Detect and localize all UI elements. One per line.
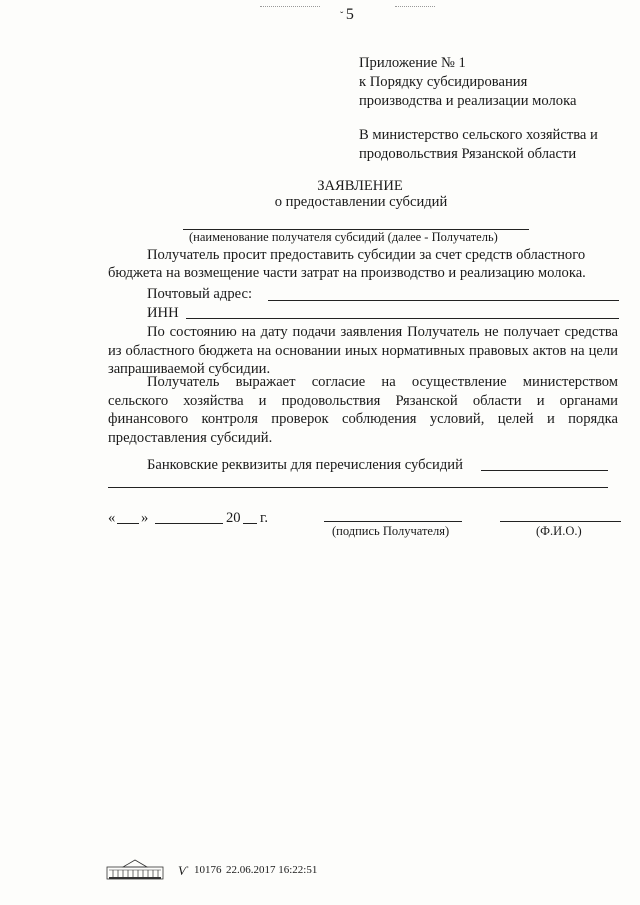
bank-details-line-1 — [481, 470, 608, 471]
government-building-stamp-icon — [105, 858, 165, 882]
scan-artifact — [260, 6, 320, 7]
page-number: ˇ 5 — [340, 6, 354, 23]
footer-doc-number: 10176 — [194, 864, 222, 876]
footer-timestamp: 22.06.2017 16:22:51 — [226, 864, 318, 876]
name-line — [500, 521, 621, 522]
document-title: ЗАЯВЛЕНИЕ — [317, 178, 403, 194]
statement-paragraph: По состоянию на дату подачи заявления Получатель не получает средства из областного бюджета на основании иных нормативных правовых актов на цели запрашиваемой субсидии. — [108, 324, 618, 377]
request-line-1: Получатель просит предоставить субсидии за счет средств областного — [147, 247, 586, 263]
postal-address-line — [268, 300, 619, 301]
addressee-line-1: В министерство сельского хозяйства и — [359, 127, 598, 143]
addressee-line-2: продовольствия Рязанской области — [359, 146, 577, 162]
signature-caption: (подпись Получателя) — [332, 524, 450, 538]
date-open-quote: « — [108, 510, 116, 526]
consent-paragraph: Получатель выражает согласие на осуществление министерством сельского хозяйства и продовольствия Рязанской области и органами финансового контроля проверок соблюдения условий, целей и порядка предоставления субсидий. — [108, 374, 618, 446]
date-year-suffix: г. — [260, 510, 268, 526]
scan-artifact — [395, 6, 435, 7]
bank-details-line-2 — [108, 487, 608, 488]
appendix-line-1: Приложение № 1 — [359, 55, 466, 71]
request-line-2: бюджета на возмещение части затрат на производство и реализацию молока. — [108, 265, 586, 281]
date-close-quote: » — [141, 510, 149, 526]
inn-label: ИНН — [147, 305, 179, 321]
footer-mark: Ѵ — [178, 863, 187, 878]
document-subtitle: о предоставлении субсидий — [274, 194, 448, 210]
date-month-line — [155, 523, 223, 524]
name-caption: (Ф.И.О.) — [536, 524, 582, 538]
appendix-line-2: к Порядку субсидирования — [359, 74, 528, 90]
appendix-line-3: производства и реализации молока — [359, 93, 577, 109]
bank-details-label: Банковские реквизиты для перечисления субсидий — [147, 457, 463, 473]
inn-line — [186, 318, 619, 319]
date-year-line — [243, 523, 257, 524]
date-year-prefix: 20 — [226, 510, 241, 526]
recipient-caption: (наименование получателя субсидий (далее - Получатель) — [189, 230, 498, 244]
signature-line — [324, 521, 462, 522]
date-day-line — [117, 523, 139, 524]
postal-address-label: Почтовый адрес: — [147, 286, 253, 302]
